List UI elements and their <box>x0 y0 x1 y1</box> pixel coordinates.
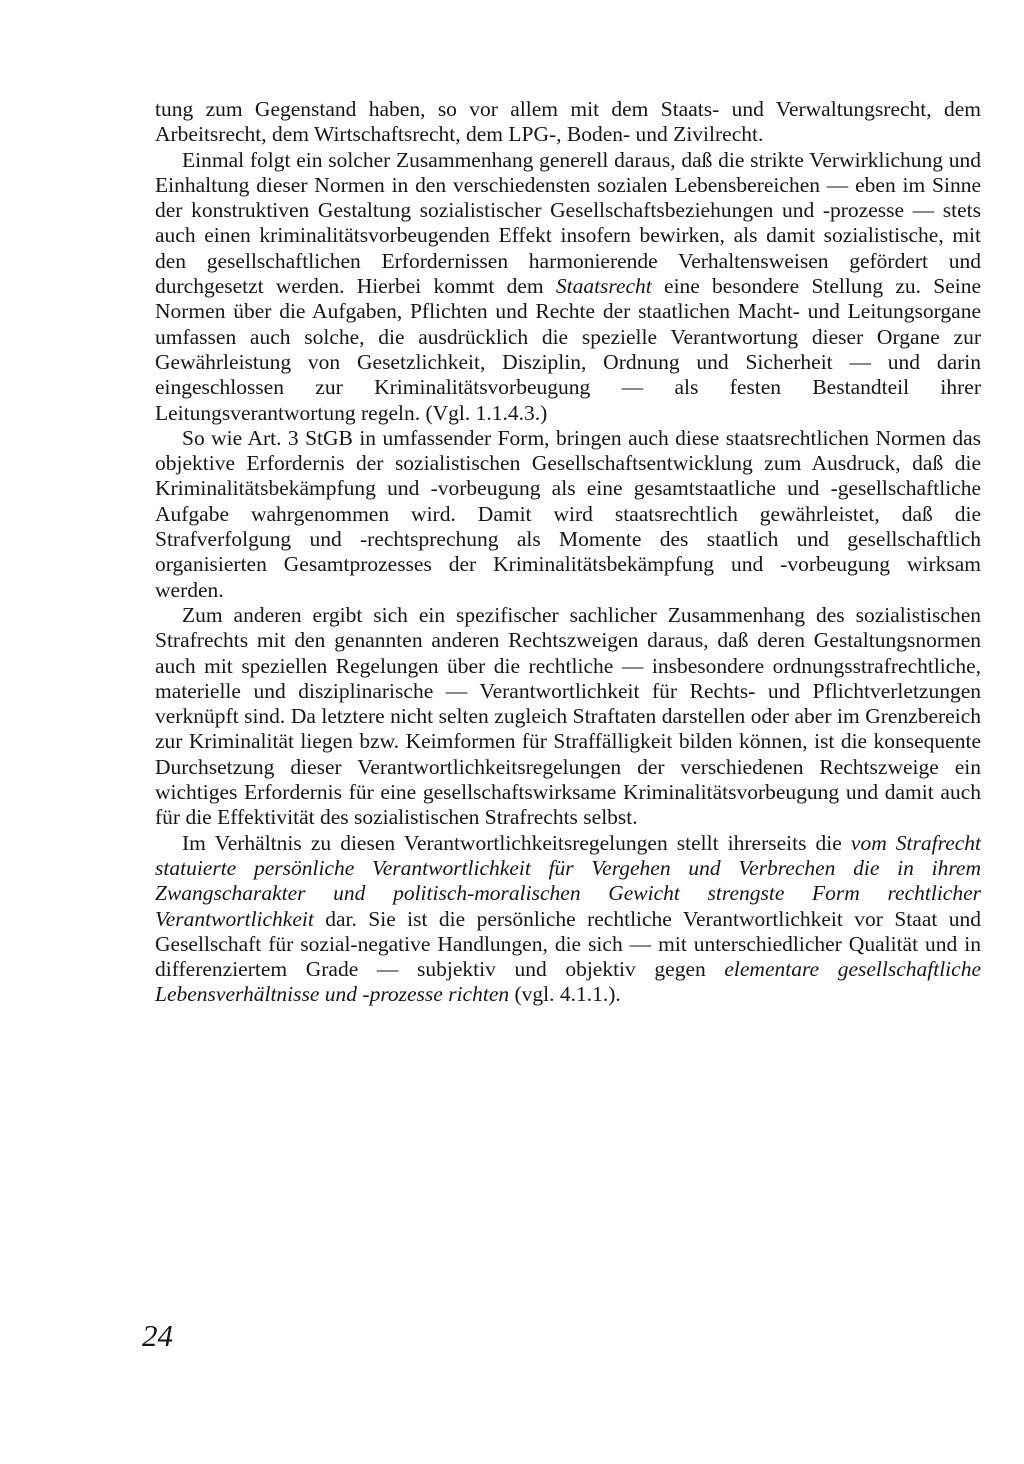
text-run: eine besondere Stellung zu. Seine Normen über die Aufgaben, Pflichten und Rechte der staatlichen Macht- und Leitungsorgane umfassen auch solche, die ausdrücklich die spezielle Verantwortung dieser Organe zur Gewährleistung von Gesetzlichkeit, Disziplin, Ordnung und Sicherheit — und darin eingeschlossen zur Kriminalitätsvorbeugung — als festen Bestandteil ihrer Leitungsverantwortung regeln. (Vgl. 1.1.4.3.) <box>155 274 981 425</box>
text-run: (vgl. 4.1.1.). <box>509 982 621 1007</box>
page-number: 24 <box>142 1318 173 1353</box>
text-run: Im Verhältnis zu diesen Verantwortlichkeitsregelungen stellt ihrerseits die <box>182 830 851 855</box>
text-run: Einmal folgt ein solcher Zusammenhang generell daraus, daß die strikte Verwirklichung und Einhaltung dieser Normen in den verschiedensten sozialen Lebensbereichen — eben im Sinne der konstruktiven Gestaltung sozialistischer Gesellschaftsbeziehungen und -prozesse — stets auch einen kriminalitätsvorbeugenden Effekt insofern bewirken, als damit sozialistische, mit den gesellschaftlichen Erfordernissen harmonierende Verhaltensweisen gefördert und durchgesetzt werden. Hierbei kommt dem <box>155 147 981 299</box>
text-run: dar. Sie ist die persönliche rechtliche Verantwortlichkeit vor Staat und Gesellschaft für sozial-negative Handlungen, die sich — mit unterschiedlicher Qualität und in differenziertem Grade — subjektiv und objektiv gegen <box>155 906 981 982</box>
paragraph <box>155 426 981 603</box>
text-run: Zum anderen ergibt sich ein spezifischer sachlicher Zusammenhang des sozialistischen Strafrechts mit den genannten anderen Rechtszweigen daraus, daß deren Gestaltungsnormen auch mit speziellen Regelungen über die rechtliche — insbesondere ordnungsstrafrechtliche, materielle und disziplinarische — Verantwortlichkeit für Rechts- und Pflichtverletzungen verknüpft sind. Da letztere nicht selten zugleich Straftaten darstellen oder aber im Grenzbereich zur Kriminalität liegen bzw. Keimformen für Straffälligkeit bilden können, ist die konsequente Durchsetzung dieser Verantwortlichkeitsregelungen der verschiedenen Rechtszweige ein wichtiges Erfordernis für eine gesellschaftswirksame Kriminalitätsvorbeugung und damit auch für die Effektivität des sozialistischen Strafrechts selbst. <box>155 602 981 830</box>
text-run: tung zum Gegenstand haben, so vor allem mit dem Staats- und Verwaltungsrecht, dem Arbeitsrecht, dem Wirtschaftsrecht, dem LPG-, Boden- und Zivilrecht. <box>155 97 981 147</box>
paragraph <box>155 97 981 148</box>
paragraph <box>155 148 981 426</box>
text-run: So wie Art. 3 StGB in umfassender Form, bringen auch diese staatsrechtlichen Normen das objektive Erfordernis der sozialistischen Gesellschaftsentwicklung zum Ausdruck, daß die Kriminalitätsbekämpfung und -vorbeugung als eine gesamtstaatliche und -gesellschaftliche Aufgabe wahrgenommen wird. Damit wird staatsrechtlich gewährleistet, daß die Strafverfolgung und -rechtsprechung als Momente des staatlich und gesellschaftlich organisierten Gesamtprozesses der Kriminalitätsbekämpfung und -vorbeugung wirksam werden. <box>155 425 981 602</box>
emphasized-text: Staatsrecht <box>555 274 652 299</box>
emphasized-text: elementare gesellschaftliche Lebensverhältnisse und -prozesse richten <box>155 957 981 1007</box>
emphasized-text: vom Strafrecht statuierte persönliche Verantwortlichkeit für Vergehen und Verbrechen die in ihrem Zwangscharakter und politisch-moralischen Gewicht strengste Form rechtlicher Verantwortlichkeit <box>155 830 981 931</box>
paragraph <box>155 603 981 831</box>
paragraph <box>155 831 981 1008</box>
body-text <box>155 97 981 1008</box>
